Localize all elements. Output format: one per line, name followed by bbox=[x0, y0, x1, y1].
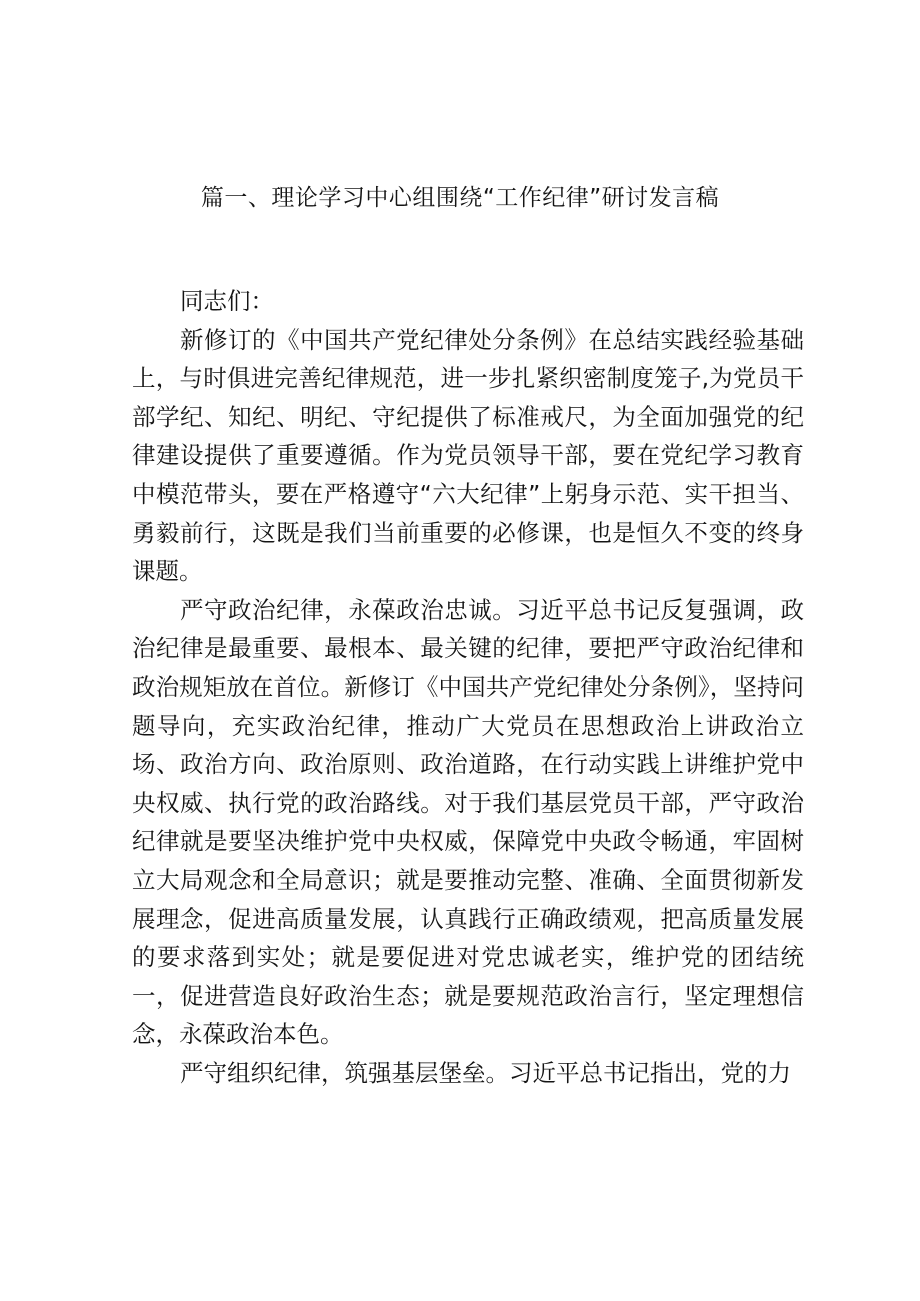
document-body bbox=[132, 282, 804, 1092]
paragraph-2: 严守政治纪律，永葆政治忠诚。习近平总书记反复强调，政治纪律是最重要、最根本、最关键的纪律，要把严守政治纪律和政治规矩放在首位。新修订《中国共产党纪律处分条例》，坚持问题导向，充实政治纪律，推动广大党员在思想政治上讲政治立场、政治方向、政治原则、政治道路，在行动实践上讲维护党中央权威、执行党的政治路线。对于我们基层党员干部，严守政治纪律就是要坚决维护党中央权威，保障党中央政令畅通，牢固树立大局观念和全局意识；就是要推动完整、准确、全面贯彻新发展理念，促进高质量发展，认真践行正确政绩观，把高质量发展的要求落到实处；就是要促进对党忠诚老实，维护党的团结统一，促进营造良好政治生态；就是要规范政治言行，坚定理想信念，永葆政治本色。 bbox=[132, 595, 804, 1049]
document-title: 篇一、理论学习中心组围绕“工作纪律”研讨发言稿 bbox=[200, 185, 720, 211]
paragraph-3: 严守组织纪律，筑强基层堡垒。习近平总书记指出，党的力 bbox=[180, 1058, 791, 1087]
paragraph-1: 新修订的《中国共产党纪律处分条例》在总结实践经验基础上，与时俱进完善纪律规范，进一步扎紧织密制度笼子,为党员干部学纪、知纪、明纪、守纪提供了标准戒尺，为全面加强党的纪律建设提供了重要遵循。作为党员领导干部，要在党纪学习教育中模范带头，要在严格遵守“六大纪律”上躬身示范、实干担当、勇毅前行，这既是我们当前重要的必修课，也是恒久不变的终身课题。 bbox=[132, 325, 804, 586]
greeting: 同志们： bbox=[180, 287, 274, 315]
